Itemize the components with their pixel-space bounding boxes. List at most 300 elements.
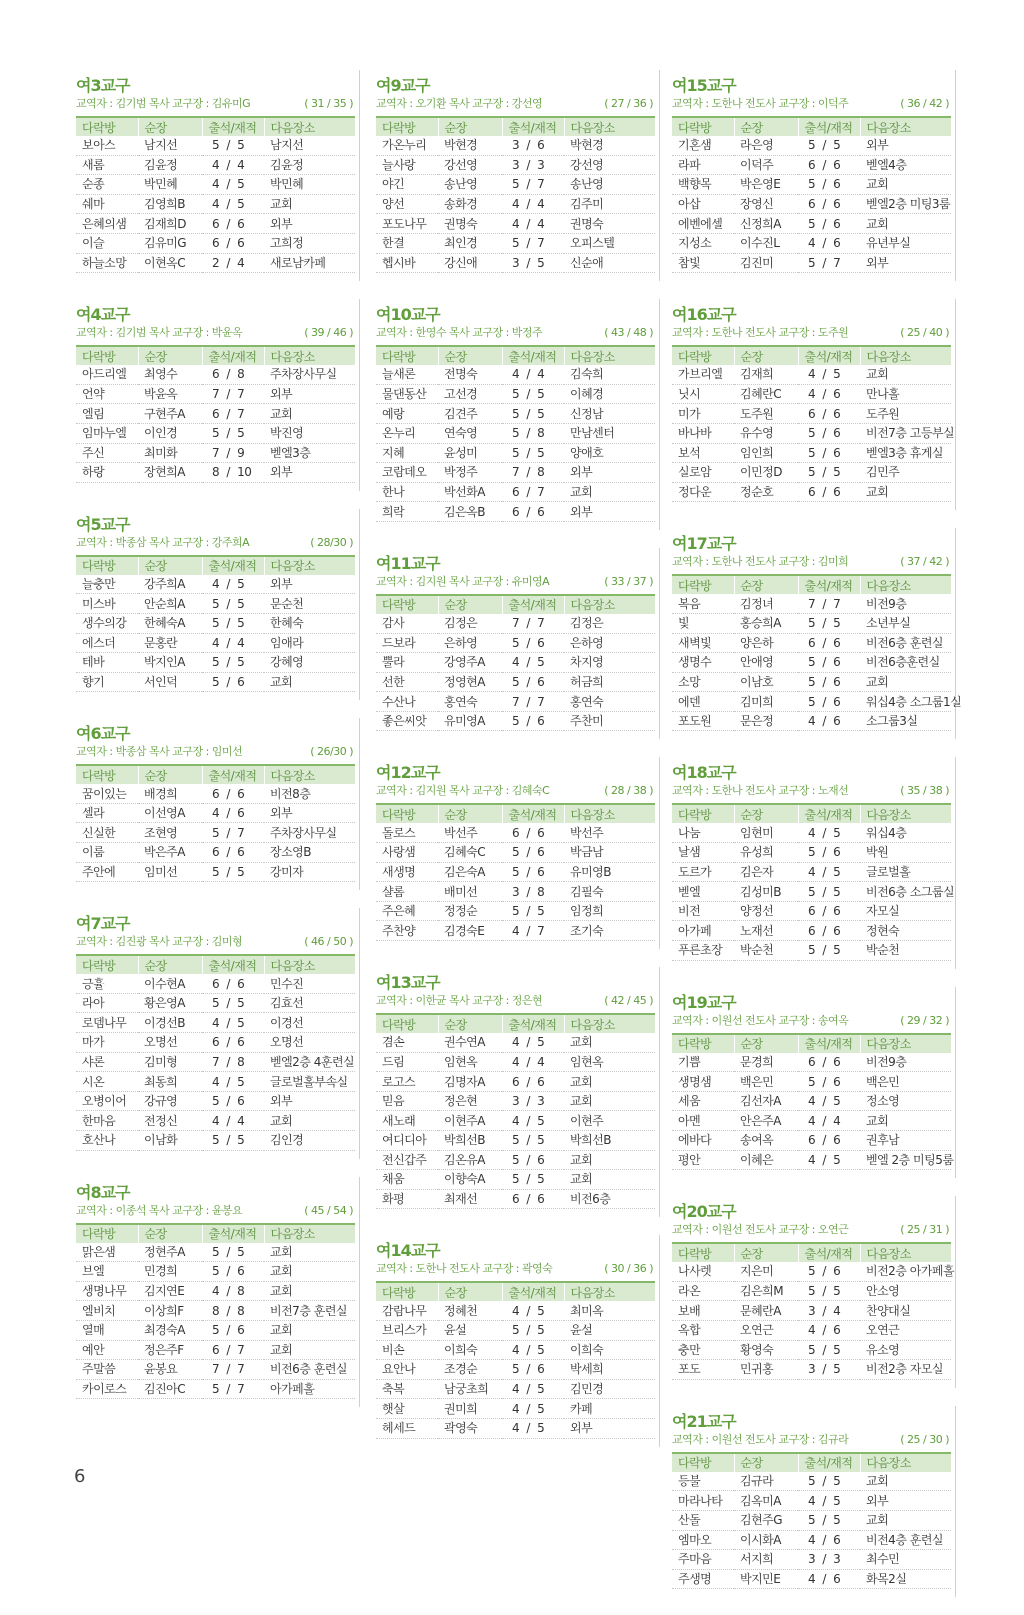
enrolled-count: 8 <box>537 884 545 899</box>
table-row <box>672 921 951 941</box>
next-place: 교회 <box>860 175 951 195</box>
attendance-cell <box>502 653 564 673</box>
table-row <box>672 482 951 502</box>
enrolled-count: 6 <box>537 635 545 650</box>
slash: / <box>226 138 230 153</box>
next-place: 교회 <box>860 1111 951 1131</box>
header-leader: 순장 <box>438 804 502 823</box>
attendance-cell <box>502 1418 564 1438</box>
group-name: 햇살 <box>376 1399 438 1419</box>
header-next-place: 다음장소 <box>860 575 951 594</box>
header-attendance: 출석/재적 <box>798 804 860 823</box>
slash: / <box>822 177 826 192</box>
leader-name: 이현옥C <box>138 253 202 273</box>
enrolled-count: 6 <box>833 445 841 460</box>
attendance-cell <box>798 1131 860 1151</box>
enrolled-count: 5 <box>537 1323 545 1338</box>
slash: / <box>526 1074 530 1089</box>
enrolled-count: 5 <box>833 1474 841 1489</box>
next-place: 교회 <box>564 1033 655 1052</box>
group-name: 기쁨 <box>672 1053 734 1072</box>
next-place: 교회 <box>264 1340 355 1360</box>
leader-name: 남지선 <box>138 136 202 155</box>
leader-name: 정영현A <box>438 672 502 692</box>
next-place: 소년부실 <box>860 613 951 633</box>
enrolled-count: 5 <box>833 825 841 840</box>
enrolled-count: 7 <box>237 1382 245 1397</box>
next-place: 박민혜 <box>264 175 355 195</box>
enrolled-count: 5 <box>237 177 245 192</box>
table-row <box>376 1340 655 1360</box>
slash: / <box>226 1303 230 1318</box>
slash: / <box>526 845 530 860</box>
group-name: 비전 <box>672 901 734 921</box>
attended-count: 5 <box>808 655 816 670</box>
group-name: 나눔 <box>672 823 734 842</box>
attended-count: 5 <box>512 406 520 421</box>
district-block <box>372 299 660 530</box>
attended-count: 7 <box>212 445 220 460</box>
attendance-cell <box>202 993 264 1013</box>
table-row <box>76 1379 355 1399</box>
leader-name: 김지연E <box>138 1281 202 1301</box>
table-row <box>76 672 355 692</box>
attended-count: 8 <box>212 1303 220 1318</box>
group-name: 아가페 <box>672 921 734 941</box>
attendance-cell <box>202 803 264 823</box>
group-name: 소망 <box>672 672 734 692</box>
enrolled-count: 6 <box>833 1074 841 1089</box>
header-leader: 순장 <box>138 117 202 136</box>
group-name: 임마누엘 <box>76 423 138 443</box>
district-block <box>72 718 360 890</box>
attendance-total: ( 30 / 36 ) <box>604 1262 653 1276</box>
table-row <box>376 423 655 443</box>
attendance-cell <box>202 1131 264 1151</box>
next-place: 비전4층 훈련실 <box>860 1530 951 1550</box>
header-next-place: 다음장소 <box>564 595 655 614</box>
slash: / <box>822 596 826 611</box>
next-place: 교회 <box>264 404 355 424</box>
next-place: 장소영B <box>264 843 355 863</box>
enrolled-count: 5 <box>237 577 245 592</box>
table-row <box>76 384 355 404</box>
group-name: 푸른초장 <box>672 941 734 961</box>
leader-name: 박윤옥 <box>138 384 202 404</box>
district-title: 여9교구 <box>376 76 430 95</box>
next-place: 외부 <box>860 1491 951 1511</box>
table-row <box>376 155 655 175</box>
leader-name: 장영신 <box>734 194 798 214</box>
leader-name: 양은하 <box>734 633 798 653</box>
district-info <box>672 96 951 112</box>
attended-count: 4 <box>808 367 816 382</box>
next-place: 정현숙 <box>860 921 951 941</box>
enrolled-count: 7 <box>237 387 245 402</box>
enrolled-count: 6 <box>537 825 545 840</box>
attendance-cell <box>202 974 264 993</box>
attendance-cell <box>502 614 564 633</box>
attended-count: 5 <box>512 445 520 460</box>
slash: / <box>226 216 230 231</box>
header-next-place: 다음장소 <box>860 117 951 136</box>
attended-count: 6 <box>808 406 816 421</box>
next-place: 교회 <box>264 1243 355 1262</box>
next-place: 허금희 <box>564 672 655 692</box>
header-group: 다락방 <box>376 346 438 365</box>
attended-count: 5 <box>212 864 220 879</box>
attended-count: 4 <box>512 1113 520 1128</box>
next-place: 외부 <box>264 214 355 234</box>
leader-name: 강주희A <box>138 575 202 594</box>
attendance-table <box>672 345 955 502</box>
enrolled-count: 6 <box>833 1054 841 1069</box>
next-place: 백은민 <box>860 1072 951 1092</box>
table-header-row <box>672 1034 951 1053</box>
group-name: 보석 <box>672 443 734 463</box>
attended-count: 5 <box>512 236 520 251</box>
leader-name: 최경숙A <box>138 1320 202 1340</box>
district-title: 여16교구 <box>672 305 736 325</box>
slash: / <box>822 825 826 840</box>
enrolled-count: 6 <box>833 197 841 212</box>
district-block <box>372 967 660 1217</box>
slash: / <box>822 255 826 270</box>
next-place: 워십4층 <box>860 823 951 842</box>
table-row <box>376 653 655 673</box>
table-header-row <box>672 1243 951 1262</box>
enrolled-count: 6 <box>833 635 841 650</box>
group-name: 향기 <box>76 672 138 692</box>
attended-count: 6 <box>212 367 220 382</box>
next-place: 유미영B <box>564 862 655 882</box>
leader-name: 이남화 <box>138 1131 202 1151</box>
next-place: 교회 <box>564 1091 655 1111</box>
slash: / <box>526 426 530 441</box>
attendance-cell <box>202 862 264 882</box>
attendance-cell <box>798 823 860 842</box>
leader-name: 박은주A <box>138 843 202 863</box>
attendance-cell <box>502 1072 564 1092</box>
attendance-cell <box>798 711 860 731</box>
group-name: 가브리엘 <box>672 365 734 384</box>
table-header-row <box>76 955 355 974</box>
group-name: 로뎀나무 <box>76 1013 138 1033</box>
enrolled-count: 6 <box>833 923 841 938</box>
district-title: 여18교구 <box>672 763 736 783</box>
attended-count: 4 <box>808 825 816 840</box>
slash: / <box>822 655 826 670</box>
header-leader: 순장 <box>138 1224 202 1243</box>
district-leaders: 교역자 : 도한나 전도사 교구장 : 노재선 <box>672 784 849 798</box>
enrolled-count: 7 <box>237 1342 245 1357</box>
table-row <box>76 443 355 463</box>
group-name: 등불 <box>672 1472 734 1491</box>
group-name: 꿈이있는 <box>76 784 138 803</box>
leader-name: 조경순 <box>438 1360 502 1380</box>
next-place: 강선영 <box>564 155 655 175</box>
header-group: 다락방 <box>672 575 734 594</box>
enrolled-count: 8 <box>237 1284 245 1299</box>
table-row <box>672 1491 951 1511</box>
attendance-cell <box>202 443 264 463</box>
attendance-cell <box>798 1472 860 1491</box>
slash: / <box>822 674 826 689</box>
next-place: 비전7층 훈련실 <box>264 1301 355 1321</box>
slash: / <box>822 845 826 860</box>
attended-count: 4 <box>212 1015 220 1030</box>
attended-count: 5 <box>212 1244 220 1259</box>
table-header-row <box>376 1014 655 1033</box>
table-header-row <box>76 1224 355 1243</box>
group-name: 에벤에셀 <box>672 214 734 234</box>
header-attendance: 출석/재적 <box>202 765 264 784</box>
header-next-place: 다음장소 <box>860 1243 951 1262</box>
table-row <box>76 214 355 234</box>
next-place: 주차장사무실 <box>264 823 355 843</box>
leader-name: 이현주A <box>438 1111 502 1131</box>
attendance-cell <box>202 1360 264 1380</box>
group-name: 헵시바 <box>376 253 438 273</box>
leader-name: 강영주A <box>438 653 502 673</box>
attended-count: 5 <box>512 1152 520 1167</box>
column-middle <box>372 70 660 1465</box>
attendance-cell <box>202 384 264 404</box>
group-name: 아멘 <box>672 1111 734 1131</box>
next-place: 이현주 <box>564 1111 655 1131</box>
attended-count: 6 <box>808 923 816 938</box>
table-header-row <box>76 117 355 136</box>
attended-count: 5 <box>808 255 816 270</box>
attendance-cell <box>502 1091 564 1111</box>
group-name: 참빛 <box>672 253 734 273</box>
slash: / <box>526 1094 530 1109</box>
attendance-table <box>376 1281 655 1438</box>
table-row <box>672 233 951 253</box>
enrolled-count: 3 <box>537 1094 545 1109</box>
attended-count: 5 <box>212 1323 220 1338</box>
table-row <box>672 862 951 882</box>
attendance-cell <box>798 463 860 483</box>
attended-count: 5 <box>512 1323 520 1338</box>
leader-name: 서지희 <box>734 1550 798 1570</box>
enrolled-count: 7 <box>237 406 245 421</box>
enrolled-count: 10 <box>237 465 252 480</box>
header-next-place: 다음장소 <box>564 1014 655 1033</box>
header-next-place: 다음장소 <box>264 556 355 575</box>
table-row <box>76 1072 355 1092</box>
next-place: 만남센터 <box>564 423 655 443</box>
leader-name: 박희선B <box>438 1131 502 1151</box>
leader-name: 김온유A <box>438 1150 502 1170</box>
attendance-cell <box>502 672 564 692</box>
attendance-cell <box>502 214 564 234</box>
leader-name: 김유미G <box>138 233 202 253</box>
slash: / <box>226 1264 230 1279</box>
next-place: 비전6층 훈련실 <box>860 633 951 653</box>
attended-count: 5 <box>808 177 816 192</box>
group-name: 오병이어 <box>76 1091 138 1111</box>
table-header-row <box>672 804 951 823</box>
header-attendance: 출석/재적 <box>502 346 564 365</box>
leader-name: 정현주A <box>138 1243 202 1262</box>
attendance-cell <box>502 253 564 273</box>
enrolled-count: 6 <box>833 845 841 860</box>
leader-name: 정순호 <box>734 482 798 502</box>
enrolled-count: 5 <box>237 1074 245 1089</box>
district-title: 여14교구 <box>376 1241 440 1261</box>
leader-name: 강선영 <box>438 155 502 175</box>
next-place: 송난영 <box>564 175 655 195</box>
table-row <box>376 1150 655 1170</box>
enrolled-count: 6 <box>833 485 841 500</box>
attended-count: 5 <box>808 1474 816 1489</box>
attendance-cell <box>202 463 264 483</box>
slash: / <box>526 1323 530 1338</box>
header-attendance: 출석/재적 <box>202 556 264 575</box>
district-leaders: 교역자 : 김지원 목사 교구장 : 유미영A <box>376 574 550 588</box>
attended-count: 6 <box>512 1074 520 1089</box>
enrolled-count: 6 <box>237 674 245 689</box>
slash: / <box>226 445 230 460</box>
slash: / <box>526 177 530 192</box>
group-name: 테바 <box>76 653 138 673</box>
table-row <box>376 463 655 483</box>
enrolled-count: 4 <box>537 1054 545 1069</box>
next-place: 교회 <box>264 1262 355 1282</box>
group-name: 충만 <box>672 1340 734 1360</box>
district-title: 여5교구 <box>76 514 130 534</box>
leader-name: 김은희M <box>734 1281 798 1301</box>
table-row <box>672 155 951 175</box>
attended-count: 8 <box>212 465 220 480</box>
district-block <box>668 1196 956 1388</box>
district-title: 여11교구 <box>376 553 440 573</box>
attendance-cell <box>502 1150 564 1170</box>
attendance-cell <box>502 404 564 424</box>
leader-name: 김영희B <box>138 194 202 214</box>
enrolled-count: 6 <box>537 674 545 689</box>
slash: / <box>526 406 530 421</box>
attendance-table <box>672 1242 955 1380</box>
leader-name: 최인경 <box>438 233 502 253</box>
slash: / <box>526 504 530 519</box>
enrolled-count: 7 <box>833 596 841 611</box>
attendance-cell <box>202 672 264 692</box>
group-name: 주말씀 <box>76 1360 138 1380</box>
enrolled-count: 6 <box>833 177 841 192</box>
district-block <box>668 70 956 281</box>
group-name: 전신갑주 <box>376 1150 438 1170</box>
slash: / <box>226 465 230 480</box>
leader-name: 양정선 <box>734 901 798 921</box>
enrolled-count: 3 <box>833 1552 841 1567</box>
leader-name: 김진미 <box>734 253 798 273</box>
enrolled-count: 6 <box>833 406 841 421</box>
attended-count: 6 <box>808 904 816 919</box>
district-leaders: 교역자 : 도한나 전도사 교구장 : 도주원 <box>672 326 849 340</box>
slash: / <box>822 1342 826 1357</box>
attendance-cell <box>502 1399 564 1419</box>
attended-count: 4 <box>512 1342 520 1357</box>
group-name: 드보라 <box>376 633 438 653</box>
next-place: 비전6층 <box>564 1189 655 1209</box>
table-row <box>672 214 951 234</box>
next-place: 외부 <box>860 253 951 273</box>
group-name: 샬롬 <box>376 882 438 902</box>
header-leader: 순장 <box>734 346 798 365</box>
next-place: 도주원 <box>860 404 951 424</box>
next-place: 권후남 <box>860 1131 951 1151</box>
header-next-place: 다음장소 <box>860 1453 951 1472</box>
leader-name: 강신애 <box>438 253 502 273</box>
table-row <box>376 1091 655 1111</box>
slash: / <box>526 1342 530 1357</box>
header-next-place: 다음장소 <box>564 346 655 365</box>
attendance-cell <box>798 1262 860 1281</box>
district-info <box>76 96 355 112</box>
header-attendance: 출석/재적 <box>798 1243 860 1262</box>
header-attendance: 출석/재적 <box>202 1224 264 1243</box>
leader-name: 임인희 <box>734 443 798 463</box>
header-leader: 순장 <box>734 575 798 594</box>
leader-name: 민귀홍 <box>734 1360 798 1380</box>
slash: / <box>822 1552 826 1567</box>
table-row <box>672 1530 951 1550</box>
attendance-cell <box>202 175 264 195</box>
attendance-cell <box>202 1013 264 1033</box>
page-number: 6 <box>74 1466 86 1487</box>
leader-name: 오명선 <box>138 1033 202 1053</box>
slash: / <box>822 1513 826 1528</box>
attended-count: 5 <box>808 1264 816 1279</box>
slash: / <box>526 923 530 938</box>
attendance-cell <box>202 1340 264 1360</box>
attended-count: 5 <box>512 387 520 402</box>
table-row <box>76 784 355 803</box>
slash: / <box>526 1133 530 1148</box>
slash: / <box>822 1572 826 1587</box>
leader-name: 김윤정 <box>138 155 202 175</box>
table-row <box>76 1033 355 1053</box>
table-row <box>672 941 951 961</box>
district-info <box>376 783 655 799</box>
next-place: 김주미 <box>564 194 655 214</box>
slash: / <box>526 197 530 212</box>
enrolled-count: 6 <box>237 1264 245 1279</box>
attendance-cell <box>798 1301 860 1321</box>
table-row <box>672 136 951 155</box>
leader-name: 박선주 <box>438 823 502 842</box>
next-place: 정소영 <box>860 1091 951 1111</box>
attendance-cell <box>798 1530 860 1550</box>
next-place: 교회 <box>264 1320 355 1340</box>
table-header-row <box>376 1282 655 1301</box>
slash: / <box>822 714 826 729</box>
leader-name: 백은민 <box>734 1072 798 1092</box>
next-place: 박금남 <box>564 843 655 863</box>
next-place: 교회 <box>564 1072 655 1092</box>
table-row <box>376 1111 655 1131</box>
attended-count: 7 <box>512 465 520 480</box>
slash: / <box>526 138 530 153</box>
enrolled-count: 5 <box>537 904 545 919</box>
attendance-cell <box>502 1033 564 1052</box>
slash: / <box>526 864 530 879</box>
attended-count: 6 <box>212 406 220 421</box>
attended-count: 4 <box>808 1152 816 1167</box>
next-place: 윤설 <box>564 1320 655 1340</box>
